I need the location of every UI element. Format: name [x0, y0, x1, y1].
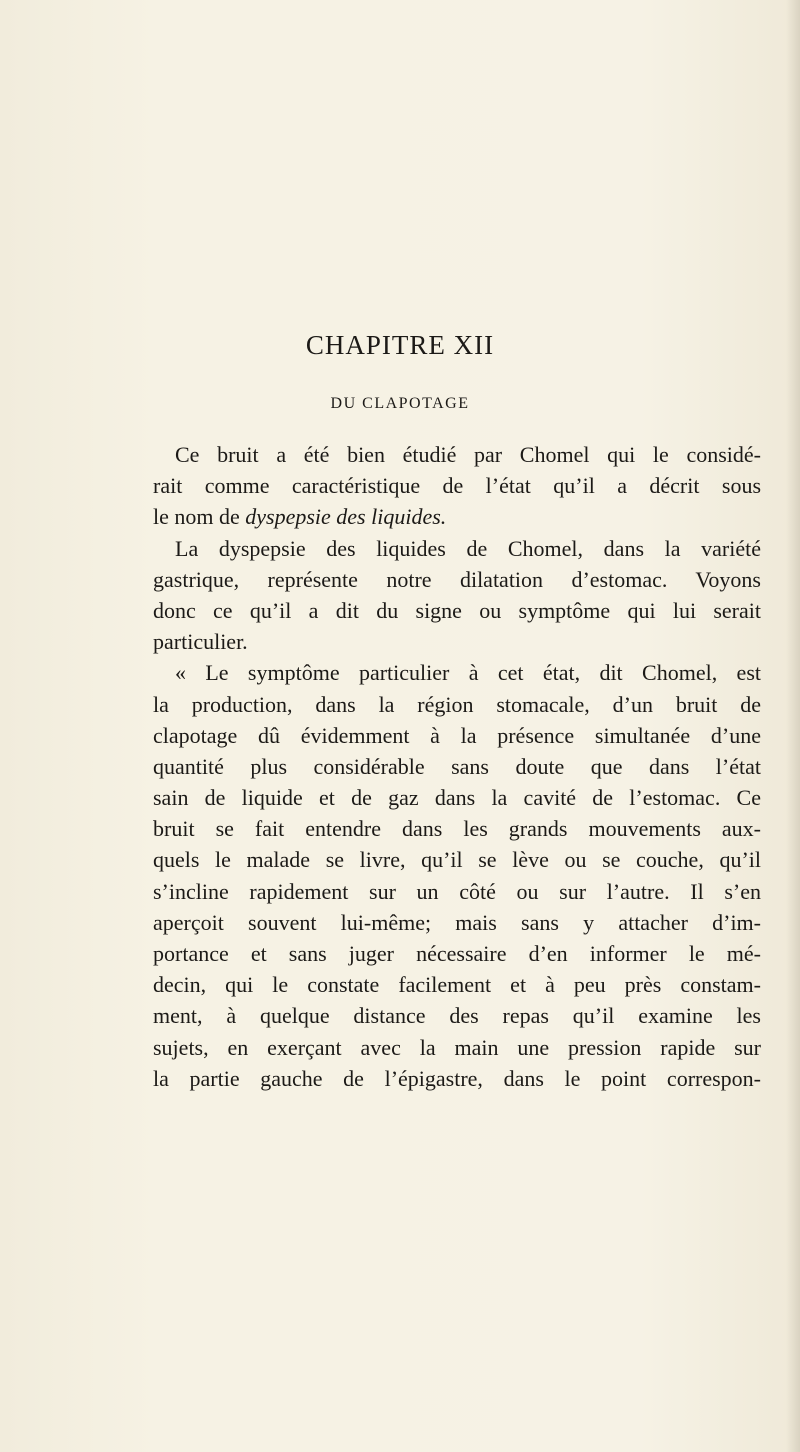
page-edge-shadow: [786, 0, 800, 1452]
chapter-title: CHAPITRE XII: [305, 330, 495, 360]
text-line: Ce bruit a été bien étudié par Chomel qui le considé-: [175, 442, 761, 467]
text-line: sain de liquide et de gaz dans la cavité de l’estomac. Ce: [153, 785, 761, 811]
text-line: aperçoit souvent lui-même; mais sans y attacher d’im-: [153, 909, 761, 935]
text-line: clapotage dû évidemment à la présence simultanée d’une: [153, 722, 761, 748]
chapter-subtitle: DU CLAPOTAGE: [330, 395, 470, 412]
text-line: portance et sans juger nécessaire d’en informer le mé-: [153, 941, 761, 966]
text-line: donc ce qu’il a dit du signe ou symptôme qui lui serait: [153, 597, 761, 623]
text-line: particulier.: [153, 629, 248, 655]
text-line: La dyspepsie des liquides de Chomel, dans la variété: [175, 535, 761, 561]
text-line: sujets, en exerçant avec la main une pression rapide sur: [153, 1034, 761, 1060]
text-line: ment, à quelque distance des repas qu’il examine les: [153, 1003, 761, 1029]
text-run: le nom de: [153, 504, 246, 530]
text-line: la production, dans la région stomacale, d’un bruit de: [153, 691, 761, 717]
text-line: quantité plus considérable sans doute que dans l’état: [153, 753, 761, 779]
body-text: [153, 439, 761, 1094]
text-line: [153, 501, 761, 532]
text-line: la partie gauche de l’épigastre, dans le point correspon-: [153, 1065, 761, 1091]
text-line: quels le malade se livre, qu’il se lève ou se couche, qu’il: [153, 847, 761, 873]
text-line: « Le symptôme particulier à cet état, dit Chomel, est: [175, 660, 761, 686]
italic-term: dyspepsie des liquides.: [245, 504, 447, 530]
text-line: s’incline rapidement sur un côté ou sur l’autre. Il s’en: [153, 878, 761, 904]
text-line: gastrique, représente notre dilatation d’estomac. Voyons: [153, 566, 761, 592]
text-line: decin, qui le constate facilement et à peu près constam-: [153, 972, 761, 998]
text-line: rait comme caractéristique de l’état qu’il a décrit sous: [153, 473, 761, 499]
text-line: bruit se fait entendre dans les grands mouvements aux-: [153, 816, 761, 842]
